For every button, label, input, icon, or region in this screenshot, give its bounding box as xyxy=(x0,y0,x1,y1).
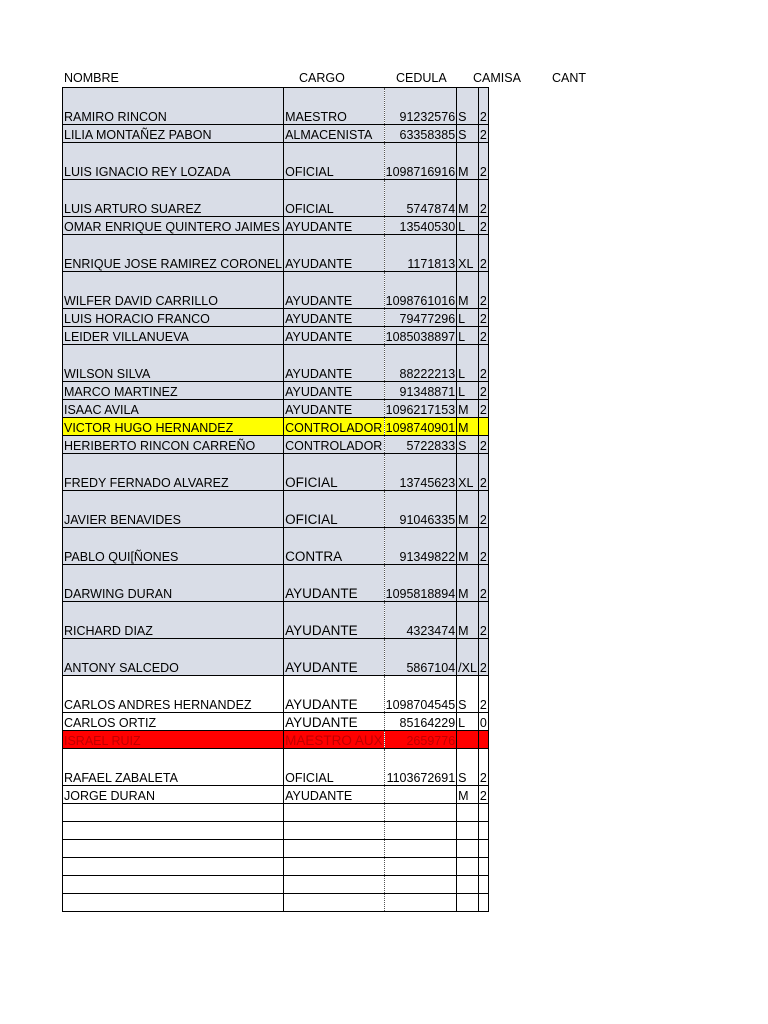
cell-cargo[interactable]: AYUDANTE xyxy=(284,676,385,713)
cell-nombre[interactable] xyxy=(63,894,284,912)
table-row xyxy=(63,840,489,858)
cell-cedula[interactable]: 1171813 xyxy=(384,235,457,272)
cell-cedula[interactable]: 1103672691 xyxy=(384,749,457,786)
cell-cedula[interactable]: 13540530 xyxy=(384,217,457,235)
header-cedula[interactable]: CEDULA xyxy=(396,71,447,85)
cell-camisa[interactable]: L xyxy=(457,327,479,345)
table-row xyxy=(63,676,489,713)
cell-cedula[interactable]: 1096217153 xyxy=(384,400,457,418)
cell-camisa[interactable] xyxy=(457,822,479,840)
cell-cedula[interactable]: 88222213 xyxy=(384,345,457,382)
table-row xyxy=(63,602,489,639)
cell-cedula[interactable]: 2659776 xyxy=(384,731,457,749)
table-row xyxy=(63,125,489,143)
cell-cant[interactable]: 2 xyxy=(478,639,488,676)
cell-cargo[interactable]: MAESTRO xyxy=(284,88,385,125)
cell-cant[interactable]: 2 xyxy=(478,125,488,143)
cell-camisa[interactable]: M xyxy=(457,602,479,639)
data-table xyxy=(62,87,489,912)
cell-cedula[interactable]: 1098716916 xyxy=(384,143,457,180)
cell-cant[interactable]: 2 xyxy=(478,749,488,786)
header-cant[interactable]: CANT xyxy=(552,71,587,85)
cell-cedula[interactable] xyxy=(384,822,457,840)
cell-cargo[interactable]: AYUDANTE xyxy=(284,309,385,327)
table-row xyxy=(63,327,489,345)
cell-cedula[interactable] xyxy=(384,858,457,876)
header-cargo[interactable]: CARGO xyxy=(299,71,345,85)
cell-cant[interactable]: 0 xyxy=(478,713,488,731)
cell-cant[interactable]: 2 xyxy=(478,217,488,235)
cell-camisa[interactable]: M xyxy=(457,400,479,418)
cell-nombre[interactable]: VICTOR HUGO HERNANDEZ xyxy=(63,418,284,436)
cell-cedula[interactable] xyxy=(384,804,457,822)
cell-nombre[interactable]: ENRIQUE JOSE RAMIREZ CORONEL xyxy=(63,235,284,272)
cell-camisa[interactable]: M xyxy=(457,143,479,180)
header-nombre[interactable]: NOMBRE xyxy=(64,71,119,85)
cell-nombre[interactable] xyxy=(63,876,284,894)
cell-cant[interactable]: 2 xyxy=(478,436,488,454)
table-row xyxy=(63,418,489,436)
table-row xyxy=(63,713,489,731)
cell-nombre[interactable]: ISAAC AVILA xyxy=(63,400,284,418)
table-row xyxy=(63,876,489,894)
cell-nombre[interactable]: WILSON SILVA xyxy=(63,345,284,382)
cell-cant[interactable]: 2 xyxy=(478,528,488,565)
cell-camisa[interactable] xyxy=(457,804,479,822)
cell-cant[interactable] xyxy=(478,858,488,876)
cell-nombre[interactable] xyxy=(63,822,284,840)
cell-nombre[interactable]: OMAR ENRIQUE QUINTERO JAIMES xyxy=(63,217,284,235)
cell-camisa[interactable]: M xyxy=(457,418,479,436)
cell-camisa[interactable]: M xyxy=(457,786,479,804)
cell-nombre[interactable]: ANTONY SALCEDO xyxy=(63,639,284,676)
cell-cant[interactable] xyxy=(478,804,488,822)
cell-camisa[interactable]: S xyxy=(457,88,479,125)
cell-cargo[interactable] xyxy=(284,894,385,912)
table-row xyxy=(63,822,489,840)
cell-cargo[interactable]: AYUDANTE xyxy=(284,272,385,309)
cell-camisa[interactable]: S xyxy=(457,125,479,143)
cell-cant[interactable]: 2 xyxy=(478,327,488,345)
cell-cedula[interactable]: 79477296 xyxy=(384,309,457,327)
cell-cargo[interactable] xyxy=(284,876,385,894)
cell-camisa[interactable]: XL xyxy=(457,454,479,491)
cell-nombre[interactable]: CARLOS ORTIZ xyxy=(63,713,284,731)
cell-nombre[interactable]: WILFER DAVID CARRILLO xyxy=(63,272,284,309)
cell-nombre[interactable] xyxy=(63,840,284,858)
cell-cargo[interactable]: AYUDANTE xyxy=(284,602,385,639)
table-row xyxy=(63,565,489,602)
cell-cedula[interactable]: 1098740901 xyxy=(384,418,457,436)
cell-cant[interactable]: 2 xyxy=(478,602,488,639)
cell-cargo[interactable]: AYUDANTE xyxy=(284,345,385,382)
cell-nombre[interactable]: PABLO QUI[ÑONES xyxy=(63,528,284,565)
cell-nombre[interactable]: CARLOS ANDRES HERNANDEZ xyxy=(63,676,284,713)
cell-camisa[interactable]: L xyxy=(457,345,479,382)
cell-nombre[interactable] xyxy=(63,858,284,876)
table-row xyxy=(63,858,489,876)
cell-cargo[interactable]: OFICIAL xyxy=(284,143,385,180)
cell-camisa[interactable] xyxy=(457,731,479,749)
table-row xyxy=(63,454,489,491)
cell-nombre[interactable] xyxy=(63,804,284,822)
cell-cedula[interactable]: 63358385 xyxy=(384,125,457,143)
cell-cant[interactable]: 2 xyxy=(478,143,488,180)
cell-cedula[interactable]: 1098704545 xyxy=(384,676,457,713)
table-row xyxy=(63,491,489,528)
table-row xyxy=(63,309,489,327)
cell-nombre[interactable]: RAFAEL ZABALETA xyxy=(63,749,284,786)
table-row xyxy=(63,345,489,382)
cell-cant[interactable]: 2 xyxy=(478,382,488,400)
table-row xyxy=(63,400,489,418)
cell-nombre[interactable]: DARWING DURAN xyxy=(63,565,284,602)
cell-cant[interactable] xyxy=(478,418,488,436)
table-row xyxy=(63,88,489,125)
cell-camisa[interactable]: S xyxy=(457,676,479,713)
cell-cargo[interactable] xyxy=(284,858,385,876)
cell-camisa[interactable]: L xyxy=(457,382,479,400)
cell-nombre[interactable]: MARCO MARTINEZ xyxy=(63,382,284,400)
cell-nombre[interactable]: RICHARD DIAZ xyxy=(63,602,284,639)
cell-nombre[interactable]: ISRAEL RUIZ xyxy=(63,731,284,749)
table-row xyxy=(63,180,489,217)
header-camisa[interactable]: CAMISA xyxy=(473,71,521,85)
table-row xyxy=(63,639,489,676)
cell-nombre[interactable]: LILIA MONTAÑEZ PABON xyxy=(63,125,284,143)
cell-cant[interactable]: 2 xyxy=(478,180,488,217)
cell-cedula[interactable]: 4323474 xyxy=(384,602,457,639)
cell-nombre[interactable]: LUIS ARTURO SUAREZ xyxy=(63,180,284,217)
cell-nombre[interactable]: LUIS IGNACIO REY LOZADA xyxy=(63,143,284,180)
cell-cedula[interactable]: 1085038897 xyxy=(384,327,457,345)
cell-cargo[interactable]: AYUDANTE xyxy=(284,235,385,272)
cell-cargo[interactable]: ALMACENISTA xyxy=(284,125,385,143)
cell-cedula[interactable]: 1098761016 xyxy=(384,272,457,309)
cell-cargo[interactable]: MAESTRO AUX xyxy=(284,731,385,749)
cell-cant[interactable] xyxy=(478,731,488,749)
table-row xyxy=(63,731,489,749)
cell-camisa[interactable] xyxy=(457,858,479,876)
cell-nombre[interactable]: LUIS HORACIO FRANCO xyxy=(63,309,284,327)
cell-cargo[interactable]: AYUDANTE xyxy=(284,217,385,235)
cell-camisa[interactable] xyxy=(457,840,479,858)
cell-camisa[interactable] xyxy=(457,876,479,894)
cell-camisa[interactable]: M xyxy=(457,528,479,565)
cell-cant[interactable]: 2 xyxy=(478,565,488,602)
cell-camisa[interactable]: M xyxy=(457,180,479,217)
table-row xyxy=(63,804,489,822)
cell-camisa[interactable]: L xyxy=(457,713,479,731)
cell-cant[interactable]: 2 xyxy=(478,235,488,272)
cell-nombre[interactable]: LEIDER VILLANUEVA xyxy=(63,327,284,345)
cell-cargo[interactable]: OFICIAL xyxy=(284,454,385,491)
cell-cargo[interactable]: OFICIAL xyxy=(284,749,385,786)
cell-camisa[interactable]: M xyxy=(457,491,479,528)
cell-cedula[interactable] xyxy=(384,894,457,912)
cell-cedula[interactable]: 91348871 xyxy=(384,382,457,400)
cell-cedula[interactable]: 1095818894 xyxy=(384,565,457,602)
cell-cedula[interactable] xyxy=(384,876,457,894)
cell-cedula[interactable] xyxy=(384,840,457,858)
cell-nombre[interactable]: JAVIER BENAVIDES xyxy=(63,491,284,528)
cell-camisa[interactable]: M xyxy=(457,272,479,309)
cell-nombre[interactable]: FREDY FERNADO ALVAREZ xyxy=(63,454,284,491)
cell-camisa[interactable]: S xyxy=(457,436,479,454)
cell-cargo[interactable]: AYUDANTE xyxy=(284,327,385,345)
cell-camisa[interactable]: XL xyxy=(457,235,479,272)
cell-camisa[interactable]: L xyxy=(457,309,479,327)
cell-cargo[interactable]: AYUDANTE xyxy=(284,382,385,400)
table-row xyxy=(63,436,489,454)
cell-cant[interactable]: 2 xyxy=(478,272,488,309)
cell-cedula[interactable]: 91349822 xyxy=(384,528,457,565)
table-row xyxy=(63,749,489,786)
table-row xyxy=(63,272,489,309)
cell-cargo[interactable]: AYUDANTE xyxy=(284,400,385,418)
cell-cant[interactable]: 2 xyxy=(478,491,488,528)
cell-cant[interactable] xyxy=(478,840,488,858)
cell-cedula[interactable]: 5722833 xyxy=(384,436,457,454)
cell-cargo[interactable]: CONTROLADOR xyxy=(284,418,385,436)
cell-cargo[interactable]: AYUDANTE xyxy=(284,565,385,602)
cell-cant[interactable] xyxy=(478,822,488,840)
cell-cargo[interactable] xyxy=(284,840,385,858)
table-row xyxy=(63,382,489,400)
cell-camisa[interactable] xyxy=(457,894,479,912)
cell-cedula[interactable]: 91046335 xyxy=(384,491,457,528)
cell-cant[interactable]: 2 xyxy=(478,345,488,382)
cell-cargo[interactable]: CONTRA xyxy=(284,528,385,565)
cell-cant[interactable]: 2 xyxy=(478,454,488,491)
table-row xyxy=(63,217,489,235)
cell-cargo[interactable]: AYUDANTE xyxy=(284,713,385,731)
cell-cant[interactable]: 2 xyxy=(478,676,488,713)
table-row xyxy=(63,894,489,912)
cell-camisa[interactable]: S xyxy=(457,749,479,786)
cell-cedula[interactable]: 85164229 xyxy=(384,713,457,731)
cell-cedula[interactable]: 5867104 xyxy=(384,639,457,676)
cell-cant[interactable]: 2 xyxy=(478,786,488,804)
cell-camisa[interactable]: M xyxy=(457,565,479,602)
cell-cant[interactable]: 2 xyxy=(478,400,488,418)
cell-nombre[interactable]: JORGE DURAN xyxy=(63,786,284,804)
cell-cant[interactable]: 2 xyxy=(478,309,488,327)
table-row xyxy=(63,786,489,804)
cell-cedula[interactable]: 5747874 xyxy=(384,180,457,217)
cell-cant[interactable]: 2 xyxy=(478,88,488,125)
cell-cedula[interactable]: 13745623 xyxy=(384,454,457,491)
cell-cant[interactable] xyxy=(478,876,488,894)
table-row xyxy=(63,235,489,272)
cell-cargo[interactable]: AYUDANTE xyxy=(284,639,385,676)
cell-cargo[interactable]: AYUDANTE xyxy=(284,786,385,804)
cell-cargo[interactable]: OFICIAL xyxy=(284,180,385,217)
cell-camisa[interactable]: /XL xyxy=(457,639,479,676)
cell-cargo[interactable]: OFICIAL xyxy=(284,491,385,528)
table-row xyxy=(63,143,489,180)
cell-cedula[interactable]: 91232576 xyxy=(384,88,457,125)
table-row xyxy=(63,528,489,565)
cell-cargo[interactable]: CONTROLADOR xyxy=(284,436,385,454)
cell-cant[interactable] xyxy=(478,894,488,912)
cell-nombre[interactable]: RAMIRO RINCON xyxy=(63,88,284,125)
cell-cargo[interactable] xyxy=(284,822,385,840)
cell-nombre[interactable]: HERIBERTO RINCON CARREÑO xyxy=(63,436,284,454)
cell-cargo[interactable] xyxy=(284,804,385,822)
cell-cedula[interactable] xyxy=(384,786,457,804)
cell-camisa[interactable]: L xyxy=(457,217,479,235)
